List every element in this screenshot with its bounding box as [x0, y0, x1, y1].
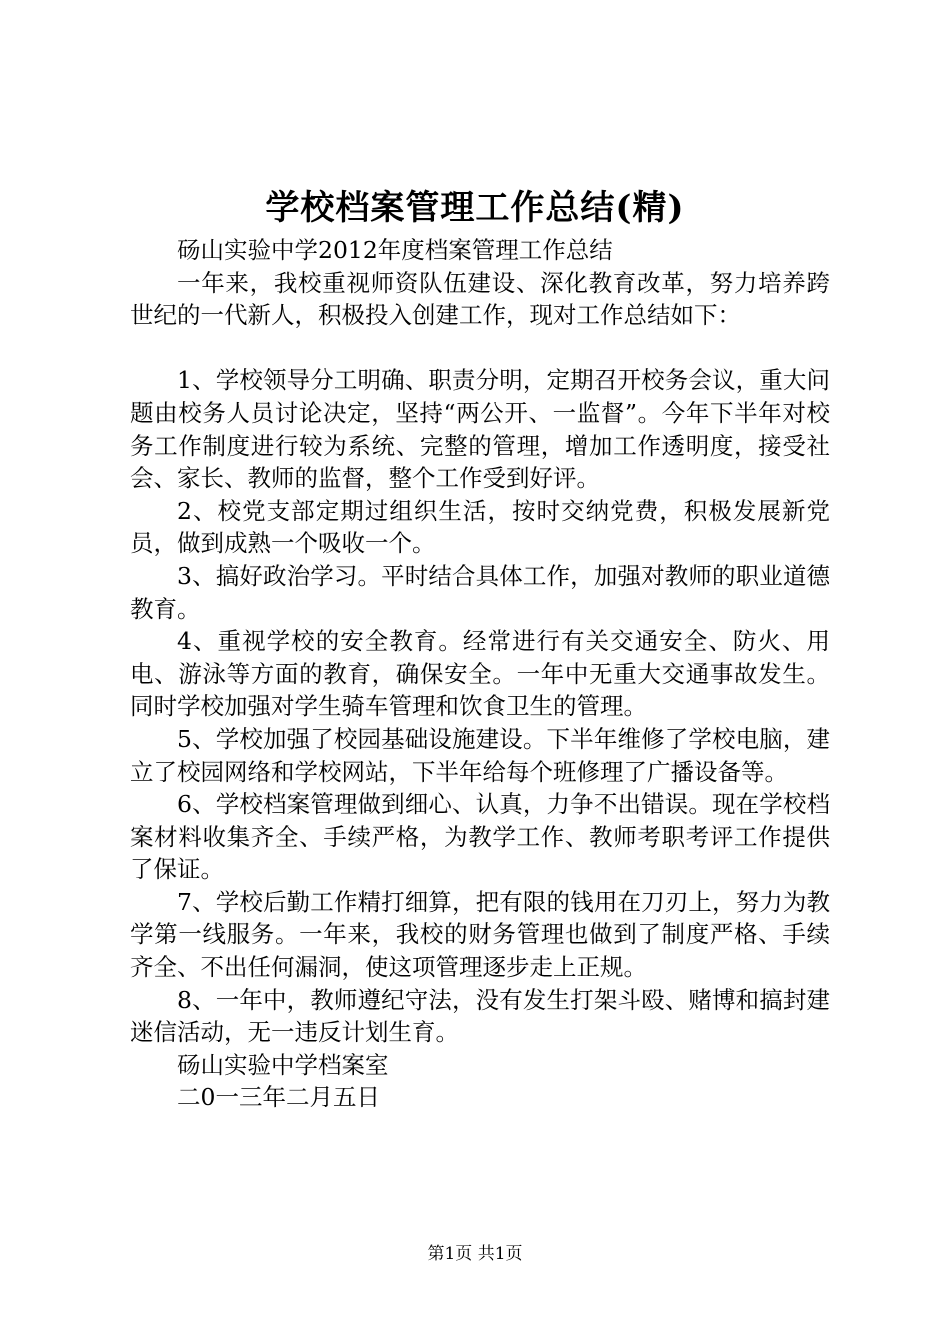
page-footer: 第1页 共1页 — [427, 1244, 523, 1264]
paragraph-item-6: 6、学校档案管理做到细心、认真，力争不出错误。现在学校档案材料收集齐全、手续严格，为教学工作、教师考职考评工作提供了保证。 — [130, 790, 830, 884]
document-title: 学校档案管理工作总结(精) — [265, 188, 685, 228]
paragraph-item-2: 2、校党支部定期过组织生活，按时交纳党费，积极发展新党员，做到成熟一个吸收一个。 — [130, 496, 830, 558]
paragraph-item-7: 7、学校后勤工作精打细算，把有限的钱用在刀刃上，努力为教学第一线服务。一年来，我校的财务管理也做到了制度严格、手续齐全、不出任何漏洞，使这项管理逐步走上正规。 — [130, 887, 830, 982]
paragraph-item-8: 8、一年中，教师遵纪守法，没有发生打架斗殴、赌博和搞封建迷信活动，无一违反计划生育。 — [130, 985, 830, 1047]
paragraph-item-5: 5、学校加强了校园基础设施建设。下半年维修了学校电脑，建立了校园网络和学校网站，下半年给每个班修理了广播设备等。 — [130, 724, 830, 786]
date-line: 二0一三年二月五日 — [177, 1083, 380, 1112]
paragraph-heading: 砀山实验中学2012年度档案管理工作总结 — [177, 236, 613, 264]
paragraph-intro: 一年来，我校重视师资队伍建设、深化教育改革，努力培养跨世纪的一代新人，积极投入创建工作，现对工作总结如下： — [130, 268, 830, 330]
paragraph-item-3: 3、搞好政治学习。平时结合具体工作，加强对教师的职业道德教育。 — [130, 561, 830, 623]
paragraph-item-4: 4、重视学校的安全教育。经常进行有关交通安全、防火、用电、游泳等方面的教育，确保安全。一年中无重大交通事故发生。同时学校加强对学生骑车管理和饮食卫生的管理。 — [130, 627, 830, 721]
signature: 砀山实验中学档案室 — [177, 1050, 389, 1079]
paragraph-item-1: 1、学校领导分工明确、职责分明，定期召开校务会议，重大问题由校务人员讨论决定，坚持“两公开、一监督”。今年下半年对校务工作制度进行较为系统、完整的管理，增加工作透明度，接受社会、家长、教师的监督，整个工作受到好评。 — [130, 366, 830, 493]
blank-line — [130, 332, 830, 365]
document-body — [130, 234, 830, 1114]
